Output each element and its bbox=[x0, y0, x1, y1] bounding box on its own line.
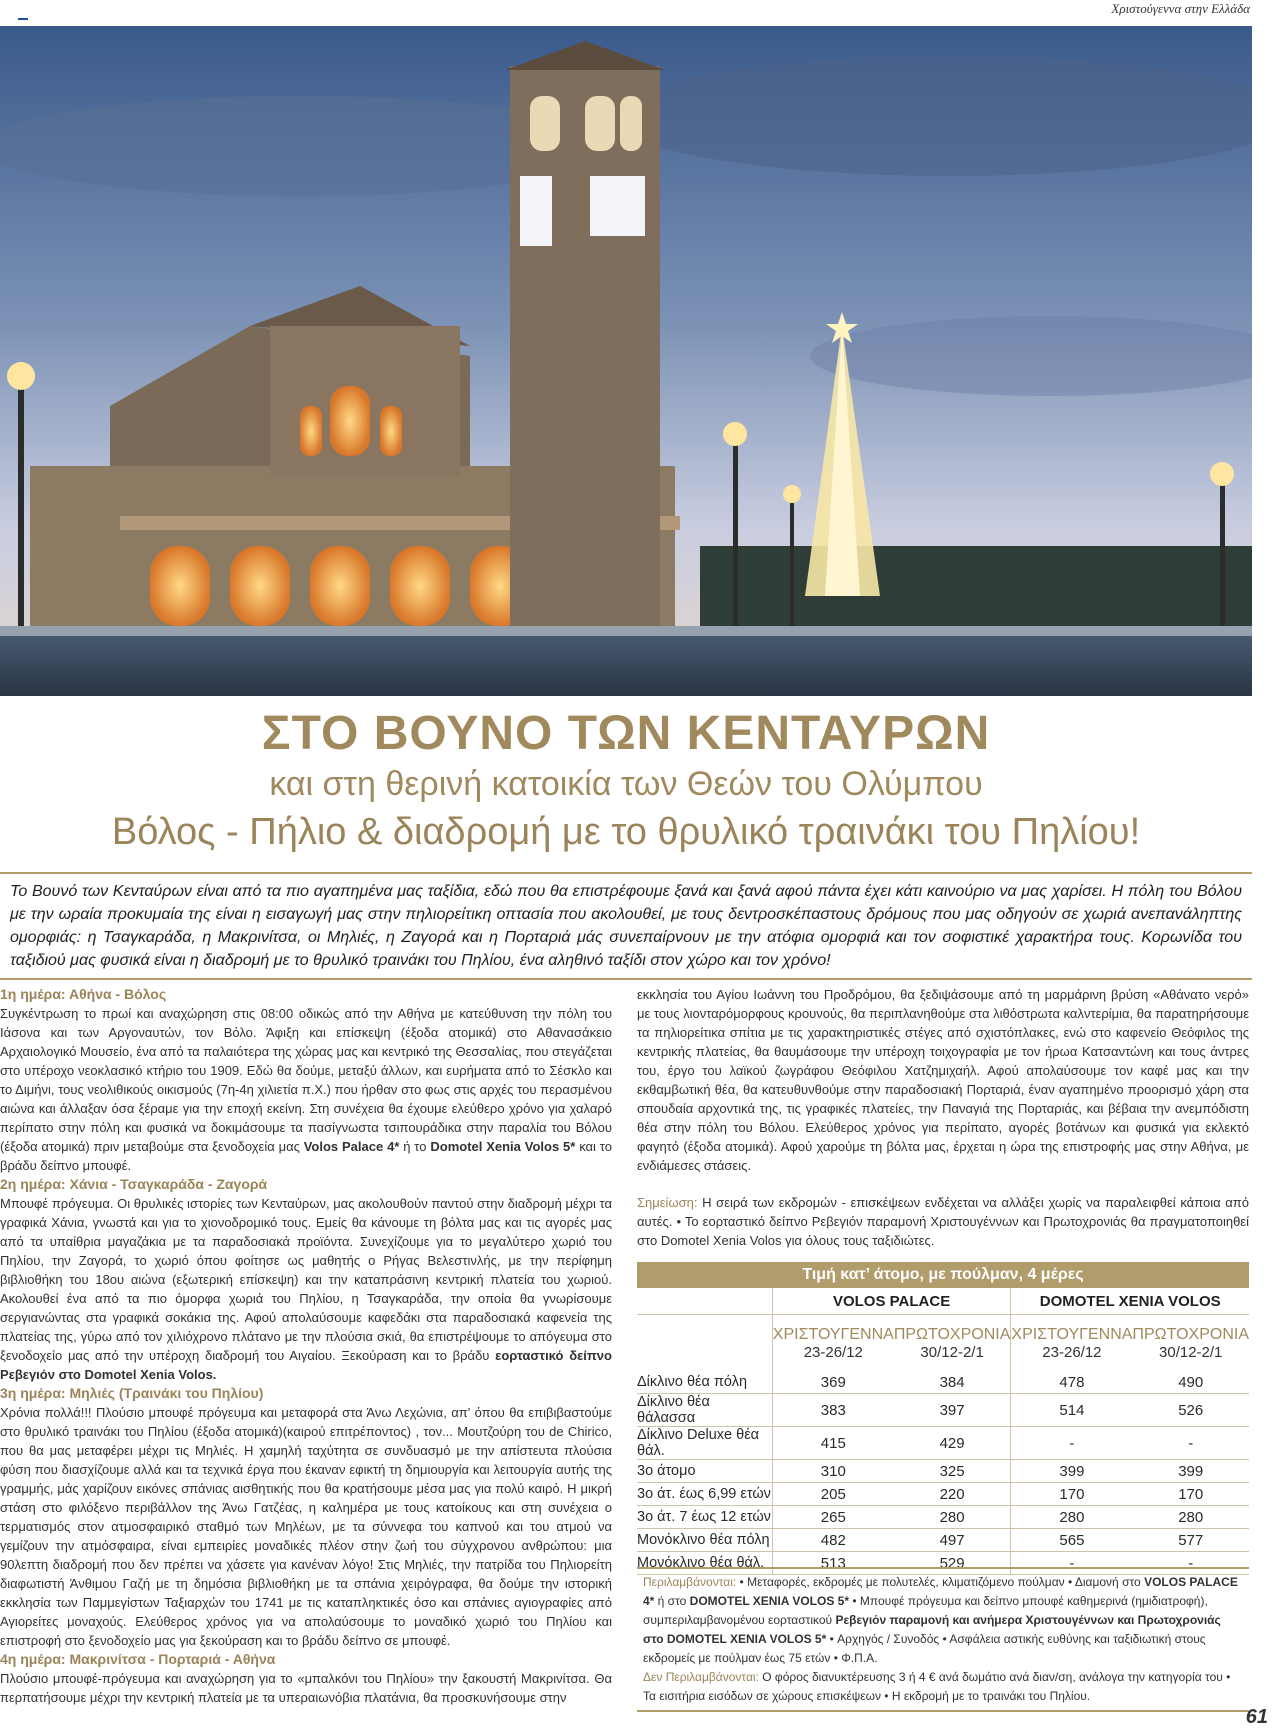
page-number: 61 bbox=[1245, 1706, 1268, 1728]
day-heading: 3η ημέρα: Μηλιές (Τραινάκι του Πηλίου) bbox=[0, 1385, 264, 1401]
table-row: Δίκλινο θέα θάλασσα 383 397 514 526 bbox=[637, 1394, 1249, 1427]
includes-box: Περιλαμβάνονται: • Μεταφορές, εκδρομές με πολυτελές, κλιματιζόμενο πούλμαν • Διαμονή στο VOLOS PALACE 4* ή στο DOMOTEL XENIA VOLOS 5* • Μπουφέ πρόγευμα και δείπνο μπουφέ καθημερινά (ημιδιατροφή), συμπεριλαμβανομένου εορταστικού Ρεβεγιόν παραμονή και ανήμερα Χριστουγέννων και Πρωτοχρονιάς στο DOMOTEL XENIA VOLOS 5* • Αρχηγός / Συνοδός • Ασφάλεια αστικής ευθύνης και ταξιδιωτική στους εκδρομείς με πούλμαν έως 75 ετών • Φ.Π.Α. Δεν Περιλαμβάνονται: Ο φόρος διανυκτέρευσης 3 ή 4 € ανά δωμάτιο ανά διαν/ση, ανάλογα την κατηγορία του • Τα εισιτήρια εισόδων σε χώρους επισκέψεων • Η εκδρομή με το τραινάκι του Πηλίου. bbox=[637, 1567, 1249, 1712]
day-heading: 1η ημέρα: Αθήνα - Βόλος bbox=[0, 986, 167, 1002]
price-table-caption: Τιμή κατ’ άτομο, με πούλμαν, 4 μέρες bbox=[637, 1262, 1249, 1288]
table-row: 3ο άτομο 310 325 399 399 bbox=[637, 1460, 1249, 1483]
day-heading: 4η ημέρα: Μακρινίτσα - Πορταριά - Αθήνα bbox=[0, 1651, 276, 1667]
hero-photo bbox=[0, 26, 1252, 696]
title-block bbox=[0, 706, 1252, 858]
hotel-header: DOMOTEL XENIA VOLOS bbox=[1011, 1288, 1249, 1315]
table-row: Μονόκλινο θέα πόλη 482 497 565 577 bbox=[637, 1529, 1249, 1552]
itinerary-left bbox=[0, 985, 612, 1707]
page-subtitle: και στη θερινή κατοικία των Θεών του Ολύμπου bbox=[269, 765, 983, 803]
table-row: Μονόκλινο θέα θάλ. 513 529 - - bbox=[637, 1552, 1249, 1575]
table-row: Δίκλινο θέα πόλη 369 384 478 490 bbox=[637, 1371, 1249, 1394]
intro-text: Το Βουνό των Κενταύρων είναι από τα πιο αγαπημένα μας ταξίδια, εδώ που θα επιστρέφουμε ξανά και ξανά αφού πάντα έχει κάτι καινούριο να μας χαρίσει. Η πόλη του Βόλου με την ωραία προκυμαία της είναι η εισαγωγή μας στην πηλιορείτικη οπτασία που ακολουθεί, με τους δεντροσκέπαστους δρόμους που μας οδηγούν σε χωριά ανεπανάληπτης ομορφιάς: η Τσαγκαράδα, η Μακρινίτσα, οι Μηλιές, η Ζαγορά και η Πορταριά μάς συνεπαίρνουν με την ατόφια ομορφιά και τον σοφιστικέ χαρακτήρα τους. Κορωνίδα του ταξιδιού μας φυσικά είναι η διαδρομή με το θρυλικό τραινάκι του Πηλίου, ένα αληθινό ταξίδι στον χώρο και τον χρόνο! bbox=[0, 872, 1252, 980]
table-row: 3ο άτ. έως 6,99 ετών 205 220 170 170 bbox=[637, 1483, 1249, 1506]
section-header: Χριστούγεννα στην Ελλάδα bbox=[1111, 1, 1250, 16]
period-header: ΠΡΩΤΟΧΡΟΝΙΑ 30/12-2/1 bbox=[1132, 1325, 1249, 1361]
table-row: Δίκλινο Deluxe θέα θάλ. 415 429 - - bbox=[637, 1427, 1249, 1460]
day-text: Μπουφέ πρόγευμα. Οι θρυλικές ιστορίες των Κενταύρων, μας ακολουθούν παντού στην διαδρομή μέχρι τα γραφικά Χάνια, γνωστά και για το χιονοδρομικό τους. Εμείς θα κάνουμε τη βόλτα μας και τις αγορές μας από τα υπαίθρια μαγαζάκια με τα παραδοσιακά προϊόντα. Συνεχίζουμε για το μεγαλύτερο χωριό του Πηλίου, την Ζαγορά, το χωριό όπου φοίτησε ως μαθητής ο Ρήγας Βελεστινλής, με την περίφημη βιβλιοθήκη του 18ου αιώνα (εξωτερική επίσκεψη) και την καταπράσινη κεντρική πλατεία του χωριού. Ακολουθεί ένα από τα πιο όμορφα χωριά του Πηλίου, η Τσαγκαράδα, την οποία θα γνωρίσουμε σεργιανώντας στα γραφικά σοκάκια της. Αφού απολαύσουμε καφεδάκι στα παραδοσιακά καφενεία της πλατείας της, γύρω από τον χιλιόχρονο πλάτανο με την πλούσια σκιά, θα επιστρέψουμε το απόγευμα στο ξενοδοχείο μας από την υπέροχη διαδρομή του Αιγαίου. Ξεκούραση και το βράδυ εορταστικό δείπνο Ρεβεγιόν στο Domotel Xenia Volos. bbox=[0, 1196, 612, 1382]
day-heading: 2η ημέρα: Χάνια - Τσαγκαράδα - Ζαγορά bbox=[0, 1176, 268, 1192]
table-row: 3ο άτ. 7 έως 12 ετών 265 280 280 280 bbox=[637, 1506, 1249, 1529]
period-header: ΧΡΙΣΤΟΥΓΕΝΝΑ 23-26/12 bbox=[772, 1315, 894, 1372]
price-table bbox=[637, 1262, 1249, 1575]
note: Σημείωση: Η σειρά των εκδρομών - επισκέψεων ενδέχεται να αλλάξει χωρίς να παραλειφθεί κάποια από αυτές. • Το εορταστικό δείπνο Ρεβεγιόν παραμονή Χριστουγέννων και Πρωτοχρονιάς θα πραγματοποιηθεί στο Domotel Xenia Volos για όλους τους ταξιδιώτες. bbox=[637, 1195, 1249, 1248]
period-header: ΧΡΙΣΤΟΥΓΕΝΝΑ 23-26/12 bbox=[1011, 1315, 1133, 1372]
itinerary-right bbox=[637, 985, 1249, 1250]
day-text: Συγκέντρωση το πρωί και αναχώρηση στις 08:00 οδικώς από την Αθήνα με κατεύθυνση την πόλη του Ιάσονα και των Αργοναυτών, τον Βόλο. Άφιξη και επίσκεψη (έξοδα ατομικά) στο Αθανασάκειο Αρχαιολογικό Μουσείο, ένα από τα παλαιότερα της χώρας μας και κεντρικό της Θεσσαλίας, που στεγάζεται στο υπέροχο νεοκλασικό κτήριο του 1909. Εδώ θα δούμε, μεταξύ άλλων, και ευρήματα από το Σέσκλο και το Διμήνι, τους νεολιθικούς οικισμούς (7η-4η χιλιετία π.Χ.) που ήρθαν στο φως στις αρχές του περασμένου αιώνα και άλλαξαν όσα ξέραμε για την εποχή εκείνη. Στη συνέχεια θα έχουμε ελεύθερο χρόνο για χαλαρό περίπατο στην πόλη και φυσικά να δοκιμάσουμε τα πασίγνωστα τσιπουράδικα στην παραλία του Βόλου (έξοδα ατομικά) πριν μεταβούμε στα ξενοδοχεία μας Volos Palace 4* ή το Domotel Xenia Volos 5* και το βράδυ δείπνο μπουφέ. bbox=[0, 1006, 612, 1173]
hotel-header: VOLOS PALACE bbox=[772, 1288, 1011, 1315]
period-header: ΠΡΩΤΟΧΡΟΝΙΑ 30/12-2/1 bbox=[893, 1325, 1011, 1361]
day-text-continued: εκκλησία του Αγίου Ιωάννη του Προδρόμου, θα ξεδιψάσουμε από τη μαρμάρινη βρύση «Αθάνατο νερό» με τους λιονταρόμορφους κρουνούς, θα περιπλανηθούμε στα λιθόστρωτα καλντερίμια, θα παρατηρήσουμε τα πηλιορείτικα σπίτια με τις χαρακτηριστικές στέγες από σχιστόπλακες, ενώ στο καφενείο Θεόφιλος της κεντρικής πλατείας, θα θαυμάσουμε την υπέροχη τοιχογραφία με τον ήρωα Κατσαντώνη και τους άντρες του, έργο του λαϊκού ζωγράφου Θεόφιλου Χατζημιχαήλ. Αφού απολαύσουμε τον καφέ μας και την εκθαμβωτική θέα, θα κατευθυνθούμε στην παραδοσιακή Πορταριά, έναν αγαπημένο προορισμό χάρη στα σπουδαία αρχοντικά της, τις γραφικές πλατείες, την Παναγιά της Πορταριάς, και βέβαια την ανεμπόδιστη θέα στην πόλη του Βόλου. Ελεύθερος χρόνος για περίπατο, αγορές βοτάνων και φυσικά για εκλεκτό φαγητό (έξοδα ατομικά). Αφού χαρούμε τη βόλτα μας, έρχεται η ώρα της επιστροφής μας στην Αθήνα, με ενδιάμεσες στάσεις. bbox=[637, 987, 1249, 1173]
page-subtitle-2: Βόλος - Πήλιο & διαδρομή με το θρυλικό τραινάκι του Πηλίου! bbox=[111, 811, 1141, 853]
day-text: Χρόνια πολλά!!! Πλούσιο μπουφέ πρόγευμα και μεταφορά στα Άνω Λεχώνια, απ' όπου θα επιβιβαστούμε στο θρυλικό τραινάκι του Πηλίου (έξοδα ατομικά)(καιρού επιτρέποντος) , τον... Μουτζούρη του de Chirico, που θα μας μεταφέρει μέχρι τις Μηλιές. Η χαμηλή ταχύτητα σε συνδυασμό με την απίστευτα πλούσια φύση που διασχίζουμε αλλά και τα τεχνικά έργα που έκαναν εφικτή τη δημιουργία και λειτουργία αυτής της γραμμής, μάς χαρίζουν εικόνες σπάνιας αισθητικής που θα κρατήσουμε μέσα μας για πολύ καιρό. Η μικρή στάση στο φιλόξενο περιβάλλον της Άνω Γατζέας, η καλημέρα με τους κατοίκους και στη συνέχεια ο τερματισμός στον ατμοσφαιρικό σταθμό των Μηλέων, με τα σύννεφα του καπνού και του ατμού να γεμίζουν την ατμόσφαιρα, είναι εμπειρίες μοναδικές πλέον στην ζωή του σύγχρονου ανθρώπου: μια 90λεπτη διαδρομή που δεν πρέπει να χάσετε για κανέναν λόγο! Στις Μηλιές, την πατρίδα του Πηλιορείτη διαφωτιστή Άνθιμου Γαζή με τη δημόσια βιβλιοθήκη με τα σπάνια χειρόγραφα, θα δούμε την ιστορική εκκλησία των Παμμεγίστων Ταξιαρχών του 1741 με τις καταπληκτικές όσο και σπάνιες αγιογραφίες από Αγιορείτες μοναχούς. Ελεύθερος χρόνος για να απολαύσουμε το μοναδικό χωριό του Πηλίου και επιστροφή στο ξενοδοχείο μας για ξεκούραση και το βράδυ δείπνο σε μπουφέ. bbox=[0, 1405, 612, 1648]
page-title: ΣΤΟ ΒΟΥΝΟ ΤΩΝ ΚΕΝΤΑΥΡΩΝ bbox=[261, 707, 991, 760]
day-text: Πλούσιο μπουφέ-πρόγευμα και αναχώρηση για το «μπαλκόνι του Πηλίου» την ξακουστή Μακρινίτσα. Θα περπατήσουμε μέχρι την κεντρική πλατεία με τα υπεραιωνόβια πλατάνια, θα προσκυνήσουμε στην bbox=[0, 1671, 612, 1705]
